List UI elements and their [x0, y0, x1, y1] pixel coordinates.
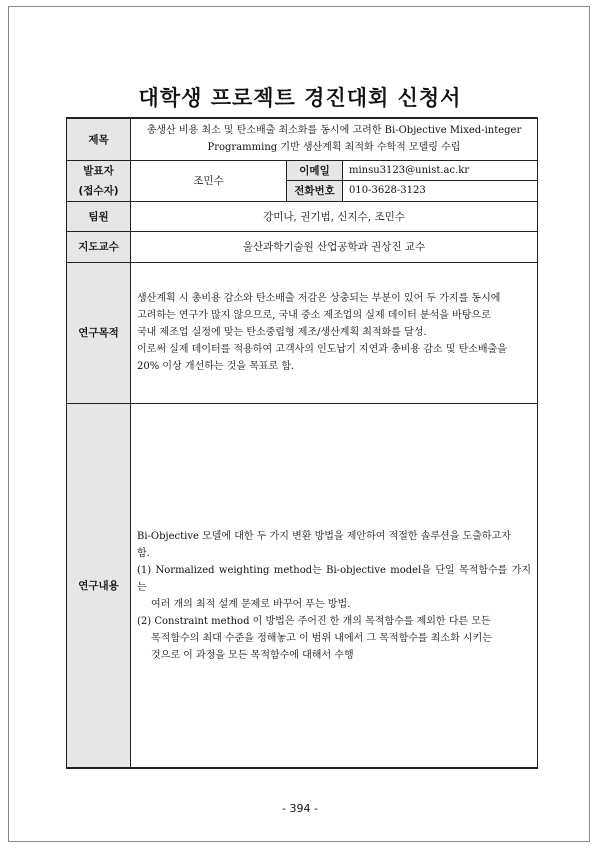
subject-line-1: 총생산 비용 최소 및 탄소배출 최소화를 동시에 고려한 Bi-Objective Mixed-integer [146, 125, 522, 137]
purpose-label: 연구목적 [67, 262, 131, 403]
content-item-1-line-2: 여러 개의 최적 설계 문제로 바꾸어 푸는 방법. [151, 598, 351, 610]
content-intro-line-2: 함. [137, 547, 150, 559]
email-value: minsu3123@unist.ac.kr [343, 160, 538, 181]
advisor-value: 울산과학기술원 산업공학과 권상진 교수 [131, 231, 538, 262]
content-label: 연구내용 [67, 403, 131, 768]
purpose-line-4: 이로써 실제 데이터를 적용하여 고객사의 인도납기 지연과 총비용 감소 및 탄소배출을 [137, 344, 507, 355]
purpose-line-2: 고려하는 연구가 많지 않으므로, 국내 중소 제조업의 실제 데이터 분석을 바탕으로 [137, 310, 491, 321]
subject-label: 제목 [67, 118, 131, 160]
email-label: 이메일 [287, 160, 343, 181]
advisor-label: 지도교수 [67, 231, 131, 262]
subject-row [67, 118, 538, 160]
purpose-line-5: 20% 이상 개선하는 것을 목표로 함. [137, 361, 295, 372]
page-number: - 394 - [282, 802, 318, 815]
content-item-1-line-1: (1) Normalized weighting method는 Bi-objective model을 단일 목적함수를 가지는 [137, 564, 531, 593]
content-item-2-line-3: 것으로 이 과정을 모든 목적함수에 대해서 수행 [151, 649, 354, 661]
content-item-2-line-2: 목적함수의 최대 수준을 정해놓고 이 범위 내에서 그 목적함수를 최소화 시키는 [151, 632, 492, 644]
team-label: 팀원 [67, 201, 131, 231]
content-intro-line-1: Bi-Objective 모델에 대한 두 가지 변환 방법을 제안하여 적절한 솔루션을 도출하고자 [137, 530, 511, 542]
content-value [131, 403, 538, 768]
document-title: 대학생 프로젝트 경진대회 신청서 [138, 86, 462, 110]
subject-line-2: Programming 기반 생산계획 최적화 수학적 모델링 수립 [207, 142, 461, 154]
purpose-value [131, 262, 538, 403]
purpose-text [131, 290, 537, 375]
presenter-label-line-1: 발표자 [83, 164, 114, 177]
presenter-name: 조민수 [131, 160, 287, 201]
presenter-label-line-2: (접수자) [78, 184, 119, 197]
purpose-line-1: 생산계획 시 총비용 감소와 탄소배출 저감은 상충되는 부분이 있어 두 가지를 동시에 [137, 293, 501, 304]
content-text [131, 404, 537, 664]
team-row [67, 201, 538, 231]
phone-value: 010-3628-3123 [343, 181, 538, 202]
purpose-row [67, 262, 538, 403]
purpose-line-3: 국내 제조업 실정에 맞는 탄소중립형 제조/생산계획 최적화를 달성. [137, 327, 427, 338]
subject-value [131, 118, 538, 160]
application-form-table [66, 117, 538, 769]
presenter-row-email [67, 160, 538, 181]
phone-label: 전화번호 [287, 181, 343, 202]
presenter-label [67, 160, 131, 201]
content-row [67, 403, 538, 768]
team-value: 강미나, 권기범, 신지수, 조민수 [131, 201, 538, 231]
advisor-row [67, 231, 538, 262]
content-item-2-line-1: (2) Constraint method 이 방법은 주어진 한 개의 목적함수를 제외한 다른 모든 [137, 615, 491, 627]
